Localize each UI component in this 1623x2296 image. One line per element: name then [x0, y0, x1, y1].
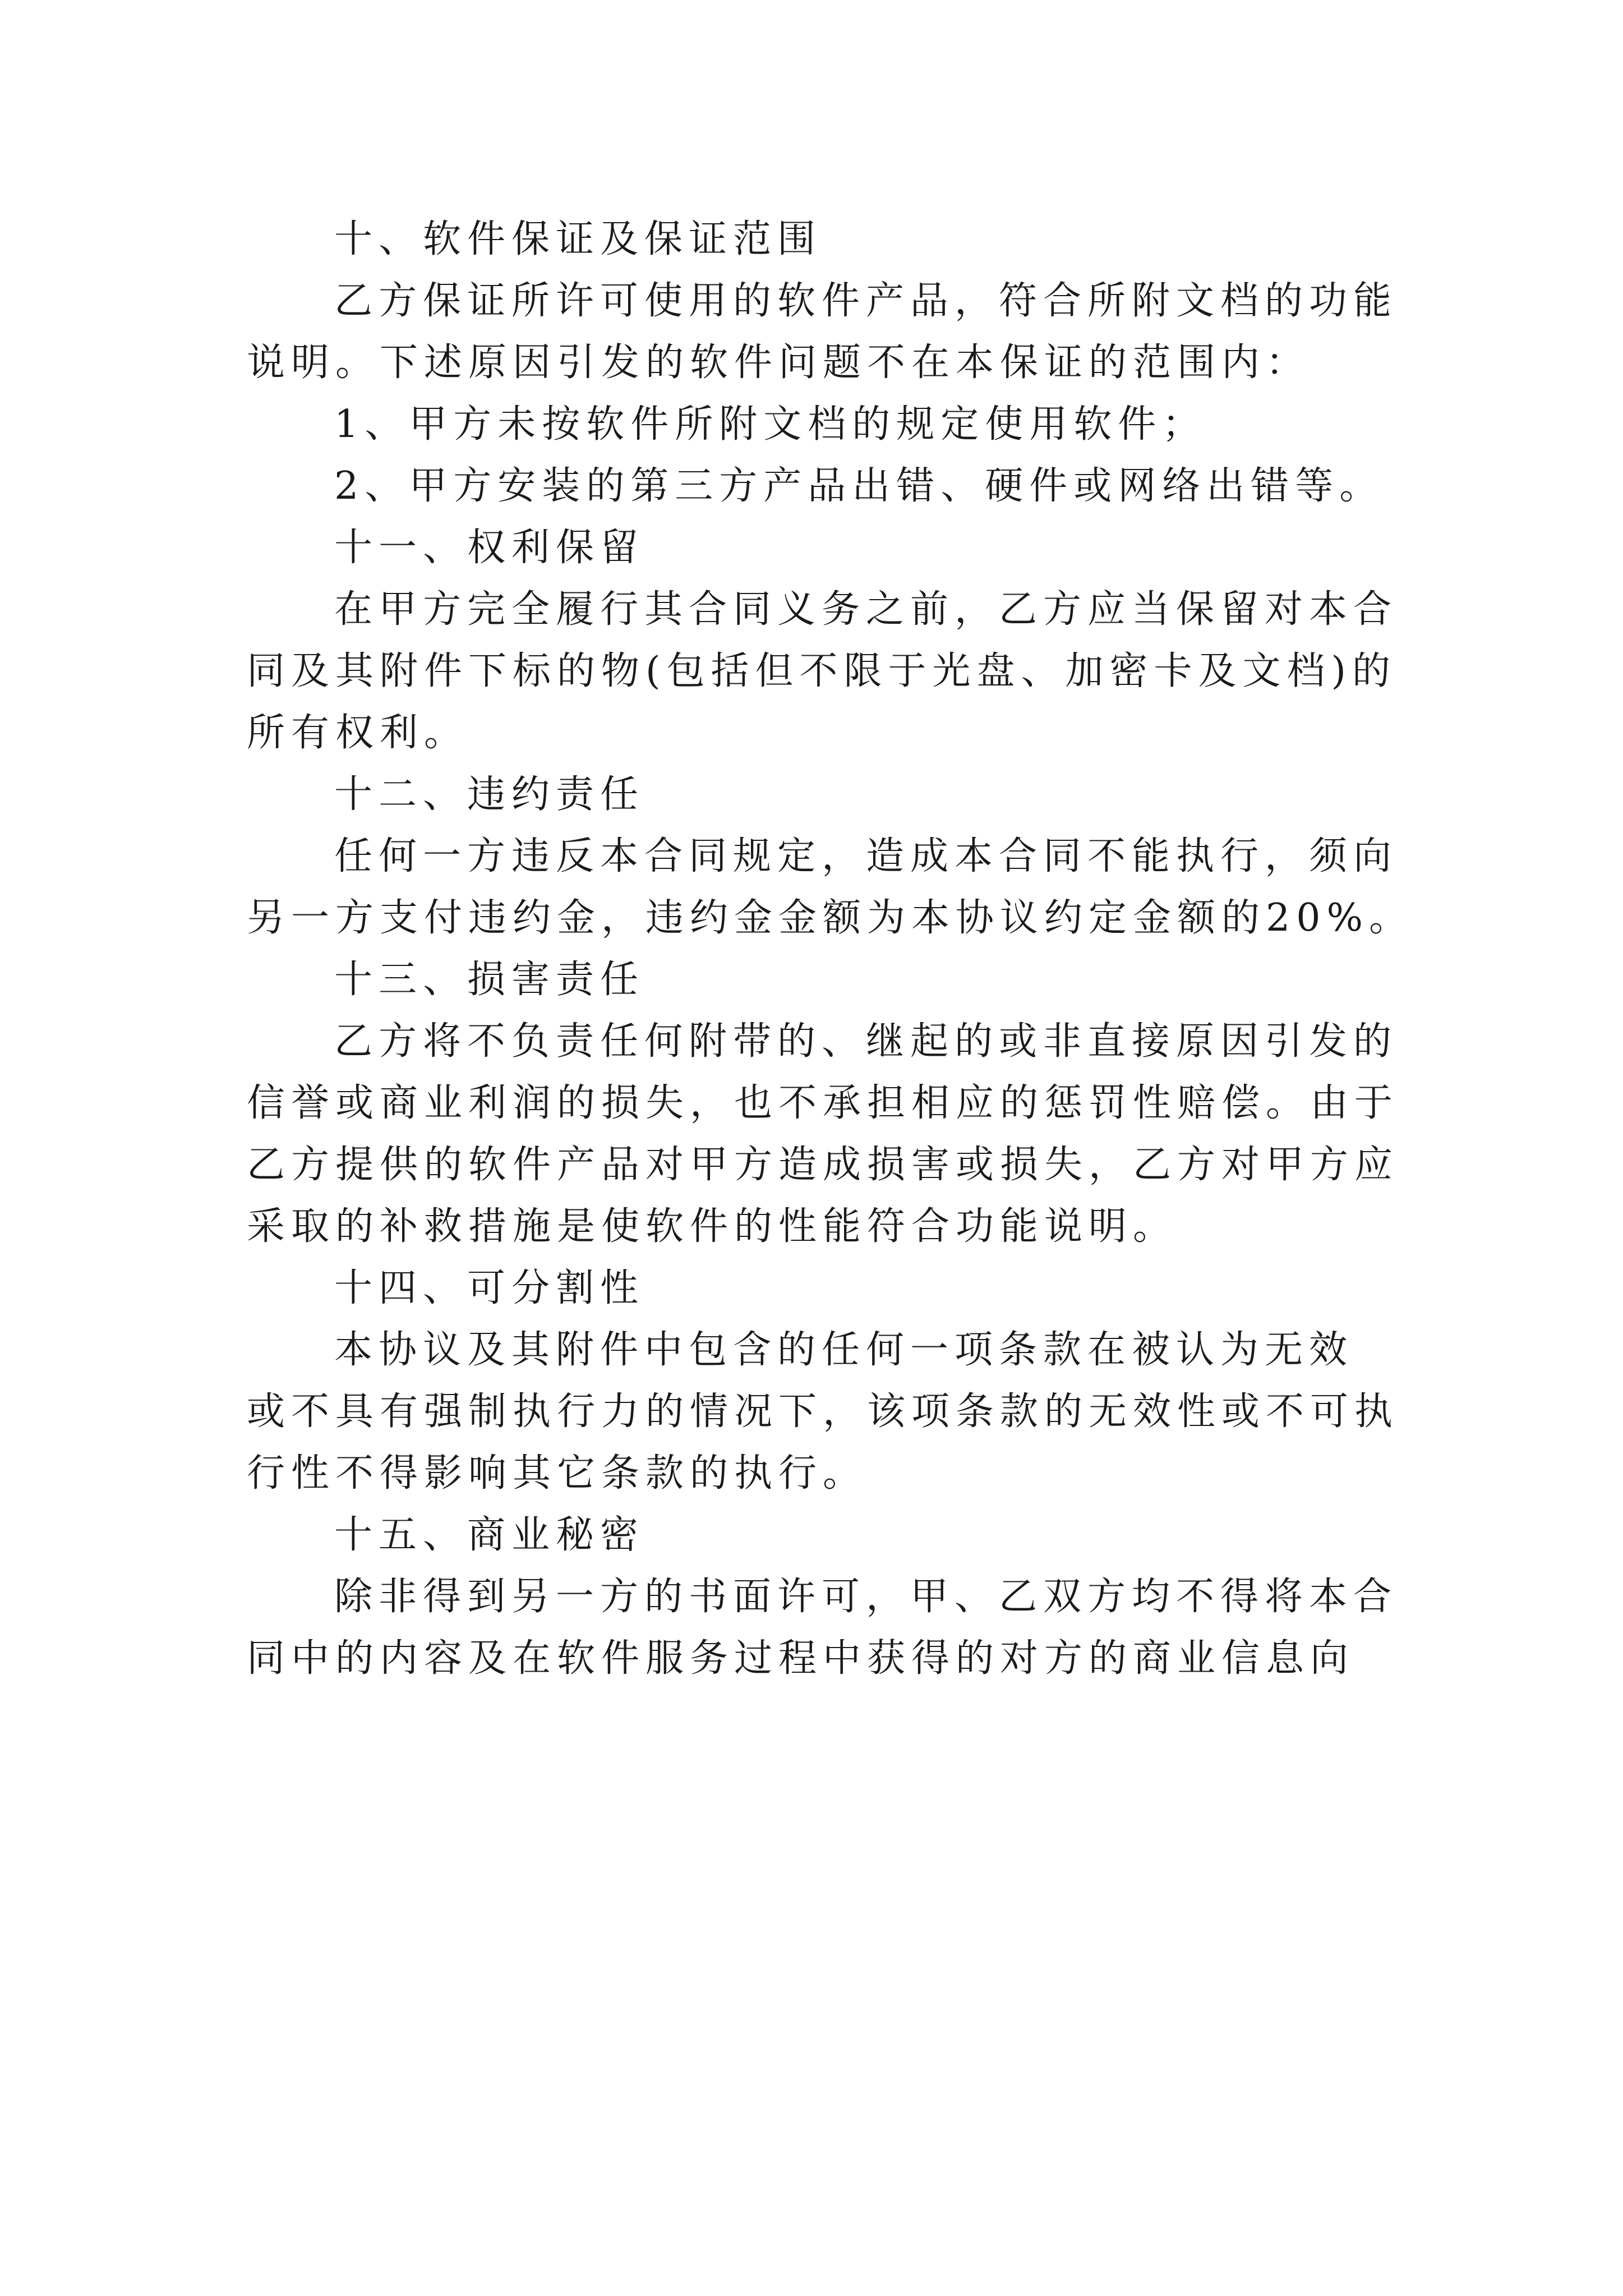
- paragraph-line: 另一方支付违约金，违约金金额为本协议约定金额的20%。: [247, 896, 1414, 940]
- paragraph-line: 所有权利。: [247, 711, 469, 755]
- section-heading-11: 十一、权利保留: [334, 526, 645, 570]
- section-heading-13: 十三、损害责任: [334, 958, 645, 1002]
- list-item: 1、甲方未按软件所附文档的规定使用软件；: [334, 402, 1207, 447]
- paragraph-line: 同中的内容及在软件服务过程中获得的对方的商业信息向: [247, 1636, 1355, 1681]
- section-heading-14: 十四、可分割性: [334, 1266, 645, 1310]
- paragraph-line: 行性不得影响其它条款的执行。: [247, 1451, 868, 1496]
- paragraph-line: 任何一方违反本合同规定，造成本合同不能执行，须向: [334, 834, 1398, 878]
- paragraph-line: 乙方将不负责任何附带的、继起的或非直接原因引发的: [334, 1019, 1398, 1064]
- paragraph-line: 本协议及其附件中包含的任何一项条款在被认为无效: [334, 1328, 1354, 1372]
- paragraph-line: 信誉或商业利润的损失，也不承担相应的惩罚性赔偿。由于: [247, 1081, 1399, 1125]
- document-page: [247, 209, 1414, 1690]
- paragraph-line: 乙方提供的软件产品对甲方造成损害或损失，乙方对甲方应: [247, 1143, 1399, 1187]
- paragraph-line: 除非得到另一方的书面许可，甲、乙双方均不得将本合: [334, 1575, 1398, 1619]
- section-heading-10: 十、软件保证及保证范围: [334, 217, 822, 261]
- paragraph-line: 乙方保证所许可使用的软件产品，符合所附文档的功能: [334, 279, 1398, 323]
- paragraph-line: 或不具有强制执行力的情况下，该项条款的无效性或不可执: [247, 1389, 1399, 1434]
- paragraph-line: 采取的补救措施是使软件的性能符合功能说明。: [247, 1204, 1178, 1249]
- list-item: 2、甲方安装的第三方产品出错、硬件或网络出错等。: [334, 464, 1384, 508]
- paragraph-line: 在甲方完全履行其合同义务之前，乙方应当保留对本合: [334, 587, 1398, 632]
- paragraph-line: 说明。下述原因引发的软件问题不在本保证的范围内：: [247, 341, 1311, 385]
- section-heading-15: 十五、商业秘密: [334, 1513, 645, 1557]
- paragraph-line: 同及其附件下标的物(包括但不限于光盘、加密卡及文档)的: [247, 649, 1397, 693]
- section-heading-12: 十二、违约责任: [334, 772, 645, 817]
